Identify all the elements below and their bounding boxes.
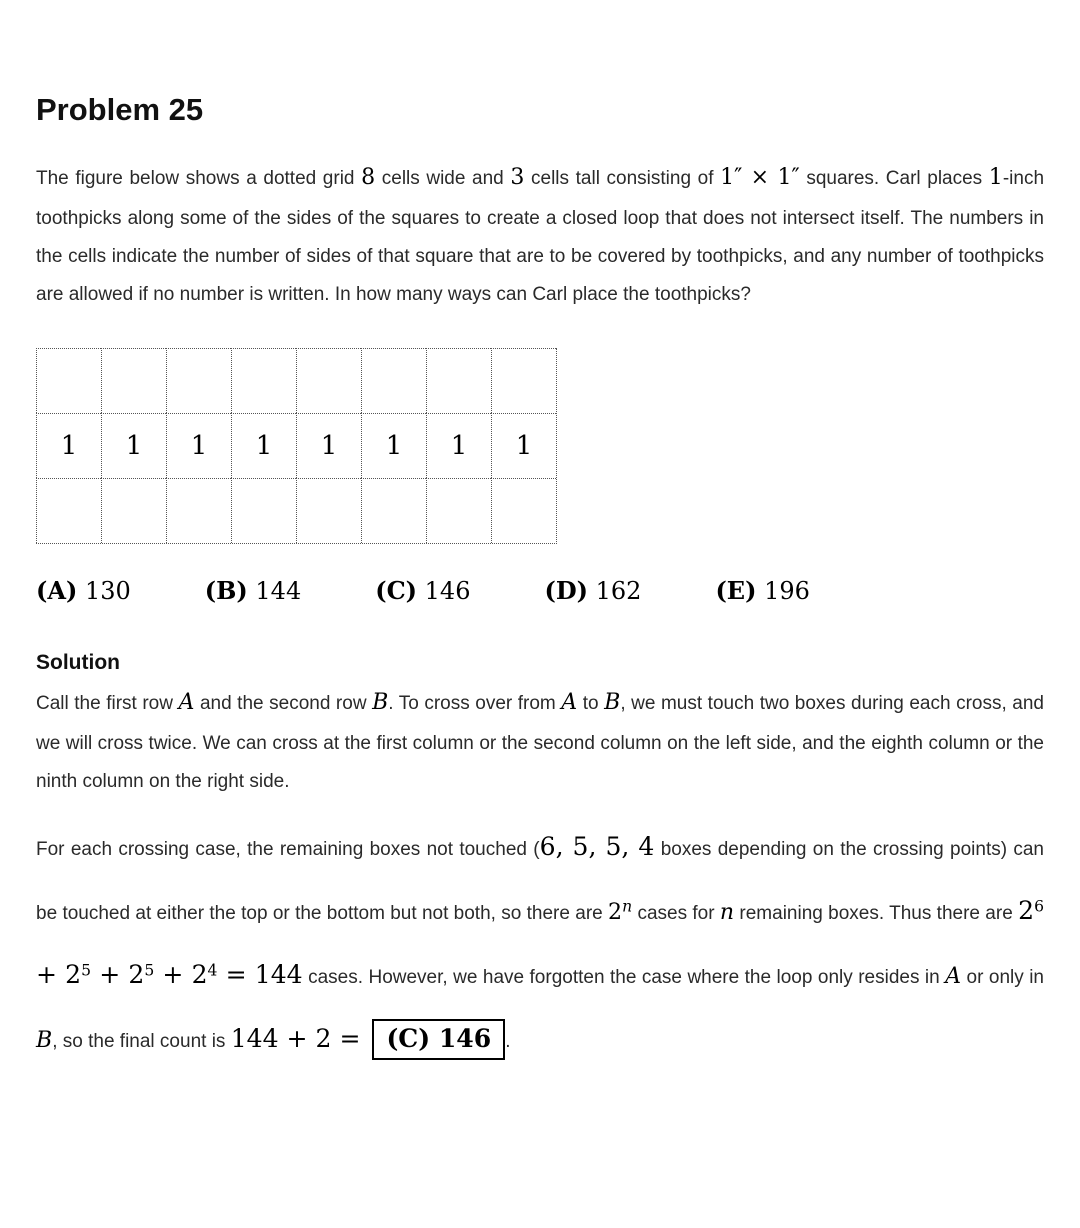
inline-math: 8 bbox=[361, 165, 376, 190]
grid-cell bbox=[491, 348, 556, 413]
grid-cell bbox=[166, 478, 231, 543]
inline-math: A bbox=[561, 690, 578, 716]
grid-row bbox=[36, 478, 556, 543]
answer-choice-label: (D) bbox=[544, 576, 588, 606]
grid-cell-clue: 1 bbox=[231, 413, 296, 478]
answer-choice-value: 130 bbox=[77, 577, 131, 606]
solution-heading: Solution bbox=[36, 651, 120, 675]
text-run: , so the final count is bbox=[52, 1031, 231, 1052]
grid-cell-clue: 1 bbox=[101, 413, 166, 478]
text-run: or only in bbox=[961, 967, 1045, 989]
text-run: squares. Carl places bbox=[799, 168, 989, 189]
grid-cell-clue: 1 bbox=[166, 413, 231, 478]
inline-math: 2 bbox=[608, 900, 623, 926]
problem-statement bbox=[36, 156, 1044, 314]
inline-math: 1 bbox=[988, 165, 1003, 190]
inline-math: + 2 bbox=[36, 960, 82, 990]
answer-choice-label: (C) bbox=[375, 576, 418, 606]
grid-cell-clue: 1 bbox=[491, 413, 556, 478]
grid-cell bbox=[426, 478, 491, 543]
answer-choice bbox=[36, 576, 131, 605]
problem-title: Problem 25 bbox=[36, 92, 204, 127]
answer-choice-label: (E) bbox=[715, 576, 757, 606]
text-run: boxes depending on the crossing points) can be touched at either the top or the bottom but not both, so there are bbox=[36, 839, 1044, 925]
answer-choice-label: (B) bbox=[204, 576, 248, 606]
text-run: , we must touch two boxes during each cross, and we will cross twice. We can cross at the first column or the second column on the left side, and the eighth column or the ninth column on the right side. bbox=[36, 693, 1045, 793]
grid-cell bbox=[361, 348, 426, 413]
inline-math: B bbox=[36, 1028, 53, 1053]
grid-cell-clue: 1 bbox=[296, 413, 361, 478]
grid-cell bbox=[36, 348, 101, 413]
answer-choice-value: 162 bbox=[588, 577, 642, 606]
inline-math: 5 bbox=[144, 961, 155, 980]
text-run: cells tall consisting of bbox=[524, 168, 721, 189]
text-run: -inch toothpicks along some of the sides of the squares to create a closed loop that does not intersect itself. The numbers in the cells indicate the number of sides of that square that are to be covered by toothpicks, and any number of toothpicks are allowed if no number is written. In how many ways can Carl place the toothpicks? bbox=[36, 168, 1045, 306]
text-run: . To cross over from bbox=[388, 693, 562, 715]
inline-math: 144 + 2 = bbox=[230, 1024, 369, 1053]
grid-row bbox=[36, 348, 556, 413]
inline-math: A bbox=[945, 964, 962, 990]
text-run: remaining boxes. Thus there are bbox=[734, 903, 1019, 925]
inline-math: A bbox=[178, 690, 195, 716]
inline-math: B bbox=[372, 690, 389, 716]
text-run: cases. However, we have forgotten the case where the loop only resides in bbox=[302, 967, 946, 989]
inline-math: B bbox=[604, 690, 621, 716]
answer-choice-value: 146 bbox=[417, 577, 471, 606]
grid-cell bbox=[231, 348, 296, 413]
grid-cell bbox=[491, 478, 556, 543]
grid-cell bbox=[426, 348, 491, 413]
text-run: cells wide and bbox=[375, 168, 511, 189]
grid-cell bbox=[166, 348, 231, 413]
grid-cell bbox=[361, 478, 426, 543]
answer-choice-value: 144 bbox=[247, 577, 302, 606]
inline-math: 1″ × 1″ bbox=[720, 165, 800, 190]
grid-cell bbox=[101, 348, 166, 413]
inline-math: + 2 bbox=[91, 960, 145, 990]
inline-math: 2 bbox=[1018, 896, 1035, 926]
text-run: The figure below shows a dotted grid bbox=[36, 168, 362, 189]
inline-math: = 144 bbox=[217, 960, 303, 990]
inline-math: 3 bbox=[510, 165, 525, 190]
text-run: Call the first row bbox=[36, 693, 179, 715]
answer-choice-value: 196 bbox=[756, 577, 810, 606]
text-run: and the second row bbox=[194, 693, 373, 715]
inline-math: 6, 5, 5, 4 bbox=[539, 832, 655, 862]
grid-cell bbox=[101, 478, 166, 543]
inline-math: n bbox=[622, 897, 633, 916]
text-run: cases for bbox=[632, 903, 720, 925]
grid-cell-clue: 1 bbox=[361, 413, 426, 478]
grid-row bbox=[36, 413, 556, 478]
answer-choice-label: (A) bbox=[36, 576, 78, 606]
answer-choice bbox=[205, 576, 301, 605]
inline-math: 5 bbox=[81, 961, 92, 980]
solution-paragraph-1 bbox=[36, 681, 1044, 801]
answer-choice bbox=[544, 576, 641, 605]
grid-cell bbox=[296, 478, 361, 543]
text-run: For each crossing case, the remaining boxes not touched ( bbox=[36, 839, 540, 861]
grid-cell-clue: 1 bbox=[36, 413, 101, 478]
answer-choice bbox=[715, 576, 809, 605]
answer-choices bbox=[36, 576, 1044, 605]
text-run: to bbox=[577, 693, 605, 715]
grid-cell bbox=[36, 478, 101, 543]
inline-math: 4 bbox=[207, 961, 218, 980]
inline-math: (C) 146 bbox=[372, 1019, 505, 1060]
inline-math: 6 bbox=[1034, 897, 1044, 916]
solution-paragraph-2 bbox=[36, 815, 1044, 1071]
answer-choice bbox=[375, 576, 470, 605]
grid-cell bbox=[296, 348, 361, 413]
toothpick-grid-figure bbox=[36, 348, 557, 544]
grid-cell bbox=[231, 478, 296, 543]
grid-cell-clue: 1 bbox=[426, 413, 491, 478]
inline-math: + 2 bbox=[154, 960, 208, 990]
text-run: . bbox=[505, 1031, 511, 1052]
inline-math: n bbox=[719, 900, 735, 926]
